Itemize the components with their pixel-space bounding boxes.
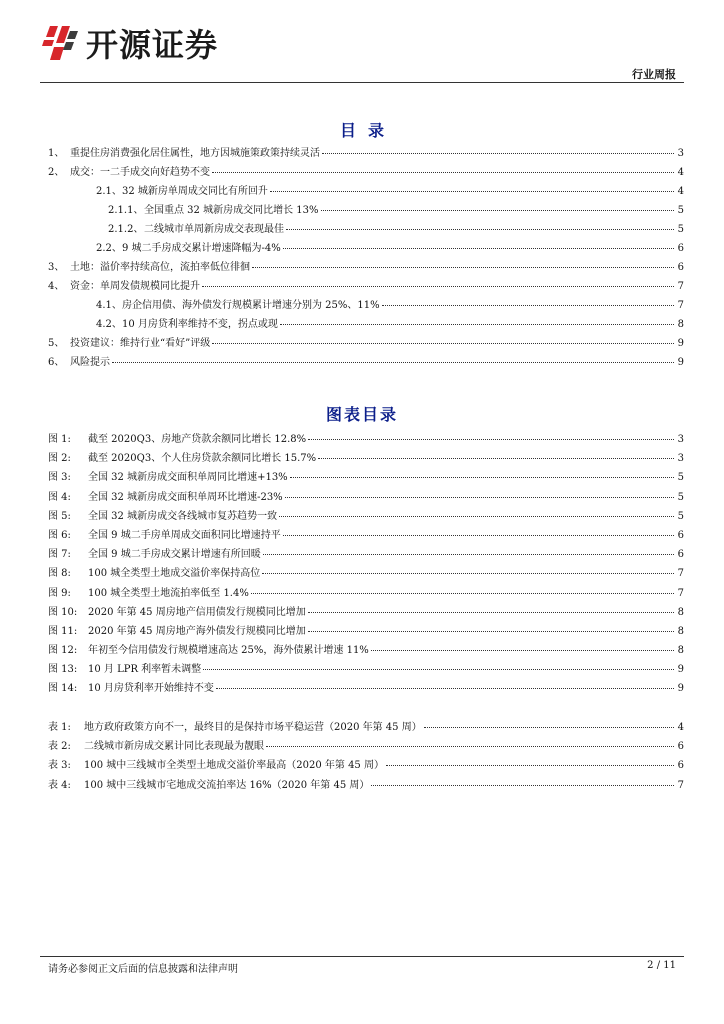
figure-caption: 全国 32 城新房成交面积单周环比增速-23% — [88, 491, 283, 503]
toc-entry-title: 风险提示 — [70, 357, 110, 368]
figure-number: 图 1: — [48, 434, 71, 445]
toc-entry-page: 3 — [677, 148, 684, 159]
leader-dots — [203, 669, 674, 670]
toc-entry[interactable] — [48, 148, 684, 167]
table-entry[interactable] — [48, 780, 684, 799]
leader-dots — [252, 267, 674, 268]
figure-page: 6 — [677, 549, 684, 561]
figure-page: 9 — [677, 683, 684, 695]
figure-page: 8 — [677, 645, 684, 657]
toc-heading: 目录 — [339, 121, 396, 140]
toc-entry-title: 投资建议：维持行业“看好”评级 — [70, 338, 211, 349]
table-caption: 100 城中三线城市全类型土地成交溢价率最高（2020 年第 45 周） — [84, 760, 384, 772]
toc-entry-title: 资金：单周发债规模同比提升 — [70, 281, 200, 292]
footer-divider — [40, 956, 684, 957]
figure-caption: 年初至今信用债发行规模增速高达 25%，海外债累计增速 11% — [88, 645, 369, 657]
toc-entry-page: 4 — [677, 186, 684, 197]
figure-number: 图 12: — [48, 645, 78, 657]
figure-number: 图 4: — [48, 491, 71, 503]
leader-dots — [212, 172, 674, 173]
toc-entry[interactable] — [48, 357, 684, 376]
figure-number: 图 13: — [48, 664, 78, 676]
figure-page: 8 — [677, 606, 684, 618]
toc-entry-page: 7 — [677, 300, 684, 311]
figure-number: 图 8: — [48, 568, 71, 580]
figure-page: 5 — [677, 472, 684, 484]
table-number: 表 4: — [48, 779, 71, 791]
figure-list-heading: 图表目录 — [325, 405, 398, 424]
figure-number: 图 14: — [48, 683, 78, 695]
logo-mark-icon — [40, 23, 80, 63]
table-caption: 二线城市新房成交累计同比表现最为靓眼 — [84, 741, 264, 753]
toc-entry[interactable] — [48, 300, 684, 319]
figure-number: 图 3: — [48, 472, 71, 484]
toc-entry[interactable] — [48, 243, 684, 262]
leader-dots — [283, 248, 674, 249]
figure-entry[interactable] — [48, 568, 684, 587]
toc-entry-page: 4 — [677, 167, 684, 178]
toc-entry-number: 2、 — [48, 167, 65, 178]
toc-entry-number: 4.1、 — [96, 300, 122, 311]
toc-entry-title: 32 城新房单周成交同比有所回升 — [122, 186, 268, 197]
toc-entry[interactable] — [48, 167, 684, 186]
toc-entry-number: 6、 — [48, 357, 65, 368]
figure-page: 7 — [677, 587, 684, 599]
legal-disclaimer: 请务必参阅正文后面的信息披露和法律声明 — [48, 964, 238, 975]
figure-number: 图 6: — [48, 529, 71, 541]
figure-entry[interactable] — [48, 626, 684, 645]
table-page: 6 — [677, 741, 684, 753]
toc-entry-page: 5 — [677, 205, 684, 216]
toc-entry-page: 6 — [677, 262, 684, 273]
leader-dots — [286, 229, 674, 230]
leader-dots — [212, 343, 674, 344]
toc-entry-page: 8 — [677, 319, 684, 330]
toc-entry-number: 4.2、 — [96, 319, 122, 330]
figure-page: 5 — [677, 491, 684, 503]
figure-page: 3 — [677, 453, 684, 465]
toc-entry[interactable] — [48, 338, 684, 357]
table-page: 6 — [677, 760, 684, 772]
leader-dots — [112, 362, 674, 363]
figure-caption: 2020 年第 45 周房地产信用债发行规模同比增加 — [88, 606, 306, 618]
leader-dots — [290, 477, 674, 478]
page-number: 2 / 11 — [647, 960, 676, 971]
toc-entry-title: 成交：一二手成交向好趋势不变 — [70, 167, 210, 178]
figure-entry[interactable] — [48, 607, 684, 626]
toc-entry-number: 4、 — [48, 281, 65, 292]
toc-entry[interactable] — [48, 205, 684, 224]
figure-caption: 全国 9 城二手房单周成交面积同比增速持平 — [88, 529, 281, 541]
figure-entry[interactable] — [48, 645, 684, 664]
figure-number: 图 2: — [48, 453, 71, 465]
figure-page: 7 — [677, 568, 684, 580]
toc-entry-page: 7 — [677, 281, 684, 292]
figure-entry[interactable] — [48, 530, 684, 549]
leader-dots — [382, 305, 674, 306]
toc-entry-title: 10 月房贷利率维持不变，拐点或现 — [122, 319, 278, 330]
figure-page: 8 — [677, 625, 684, 637]
figure-entry[interactable] — [48, 453, 684, 472]
leader-dots — [308, 612, 674, 613]
figure-entry[interactable] — [48, 492, 684, 511]
table-caption: 地方政府政策方向不一，最终目的是保持市场平稳运营（2020 年第 45 周） — [84, 722, 422, 733]
leader-dots — [318, 458, 674, 459]
leader-dots — [285, 497, 674, 498]
table-entry[interactable] — [48, 722, 684, 741]
toc-entry-page: 9 — [677, 338, 684, 349]
figure-entry[interactable] — [48, 683, 684, 702]
toc-entry-title: 全国重点 32 城新房成交同比增长 13% — [144, 205, 319, 216]
figure-page: 9 — [677, 664, 684, 676]
header-divider — [40, 82, 684, 83]
toc-entry[interactable] — [48, 224, 684, 243]
leader-dots — [308, 631, 674, 632]
figure-number: 图 10: — [48, 606, 78, 618]
figure-number: 图 9: — [48, 587, 71, 599]
figure-caption: 10 月 LPR 利率暂未调整 — [88, 664, 202, 676]
toc-entry-number: 5、 — [48, 338, 65, 349]
toc-entry-number: 3、 — [48, 262, 65, 273]
figure-entry[interactable] — [48, 588, 684, 607]
figure-caption: 2020 年第 45 周房地产海外债发行规模同比增加 — [88, 625, 306, 637]
leader-dots — [263, 554, 674, 555]
leader-dots — [386, 765, 674, 766]
figure-number: 图 7: — [48, 549, 71, 561]
leader-dots — [371, 650, 674, 651]
leader-dots — [279, 516, 674, 517]
figure-entry[interactable] — [48, 549, 684, 568]
toc-entry-page: 5 — [677, 224, 684, 235]
figure-caption: 截至 2020Q3、房地产贷款余额同比增长 12.8% — [88, 434, 307, 445]
table-caption: 100 城中三线城市宅地成交流拍率达 16%（2020 年第 45 周） — [84, 779, 370, 791]
toc-entry-number: 2.1.2、 — [108, 224, 144, 235]
figure-entry[interactable] — [48, 434, 684, 453]
figure-caption: 100 城全类型土地成交溢价率保持高位 — [88, 568, 261, 580]
leader-dots — [322, 153, 674, 154]
figure-page: 3 — [677, 434, 684, 445]
table-number: 表 2: — [48, 741, 71, 753]
toc-entry-number: 2.2、 — [96, 243, 122, 254]
toc-entry-number: 1、 — [48, 148, 65, 159]
toc-entry-title: 二线城市单周新房成交表现最佳 — [144, 224, 284, 235]
toc-entry[interactable] — [48, 319, 684, 338]
figure-number: 图 11: — [48, 625, 78, 637]
leader-dots — [280, 324, 674, 325]
figure-page: 6 — [677, 529, 684, 541]
table-list — [48, 722, 684, 799]
toc-entry[interactable] — [48, 186, 684, 205]
figure-caption: 截至 2020Q3、个人住房贷款余额同比增长 15.7% — [88, 453, 317, 465]
report-type-label: 行业周报 — [632, 68, 676, 81]
figure-caption: 100 城全类型土地流拍率低至 1.4% — [88, 587, 249, 599]
toc-entry-title: 重提住房消费强化居住属性，地方因城施策政策持续灵活 — [70, 148, 320, 159]
figure-caption: 10 月房贷利率开始维持不变 — [88, 683, 214, 695]
table-page: 4 — [677, 722, 684, 733]
toc-entry-title: 房企信用债、海外债发行规模累计增速分别为 25%、11% — [122, 300, 380, 311]
figure-number: 图 5: — [48, 510, 71, 522]
company-logo — [40, 16, 218, 70]
table-entry[interactable] — [48, 741, 684, 760]
leader-dots — [371, 785, 674, 786]
figure-entry[interactable] — [48, 664, 684, 683]
table-entry[interactable] — [48, 760, 684, 779]
logo-text: 开源证券 — [86, 26, 219, 64]
table-page: 7 — [677, 779, 684, 791]
table-number: 表 1: — [48, 722, 71, 733]
toc-entry[interactable] — [48, 262, 684, 281]
figure-list — [48, 434, 684, 703]
figure-entry[interactable] — [48, 472, 684, 491]
toc-entry[interactable] — [48, 281, 684, 300]
figure-caption: 全国 9 城二手房成交累计增速有所回暖 — [88, 549, 261, 561]
figure-caption: 全国 32 城新房成交面积单周同比增速+13% — [88, 472, 288, 484]
toc-entry-page: 9 — [677, 357, 684, 368]
figure-page: 5 — [677, 510, 684, 522]
leader-dots — [283, 535, 674, 536]
figure-entry[interactable] — [48, 511, 684, 530]
leader-dots — [266, 746, 674, 747]
leader-dots — [270, 191, 674, 192]
toc-entry-title: 9 城二手房成交累计增速降幅为-4% — [122, 243, 281, 254]
table-number: 表 3: — [48, 760, 71, 772]
toc-entry-number: 2.1.1、 — [108, 205, 144, 216]
leader-dots — [202, 286, 674, 287]
leader-dots — [308, 439, 674, 440]
leader-dots — [262, 573, 674, 574]
figure-caption: 全国 32 城新房成交各线城市复苏趋势一致 — [88, 510, 278, 522]
leader-dots — [251, 593, 674, 594]
leader-dots — [321, 210, 675, 211]
toc-entry-page: 6 — [677, 243, 684, 254]
toc-list — [48, 148, 684, 376]
leader-dots — [216, 688, 674, 689]
toc-entry-number: 2.1、 — [96, 186, 122, 197]
leader-dots — [424, 727, 674, 728]
toc-entry-title: 土地：溢价率持续高位，流拍率低位徘徊 — [70, 262, 250, 273]
